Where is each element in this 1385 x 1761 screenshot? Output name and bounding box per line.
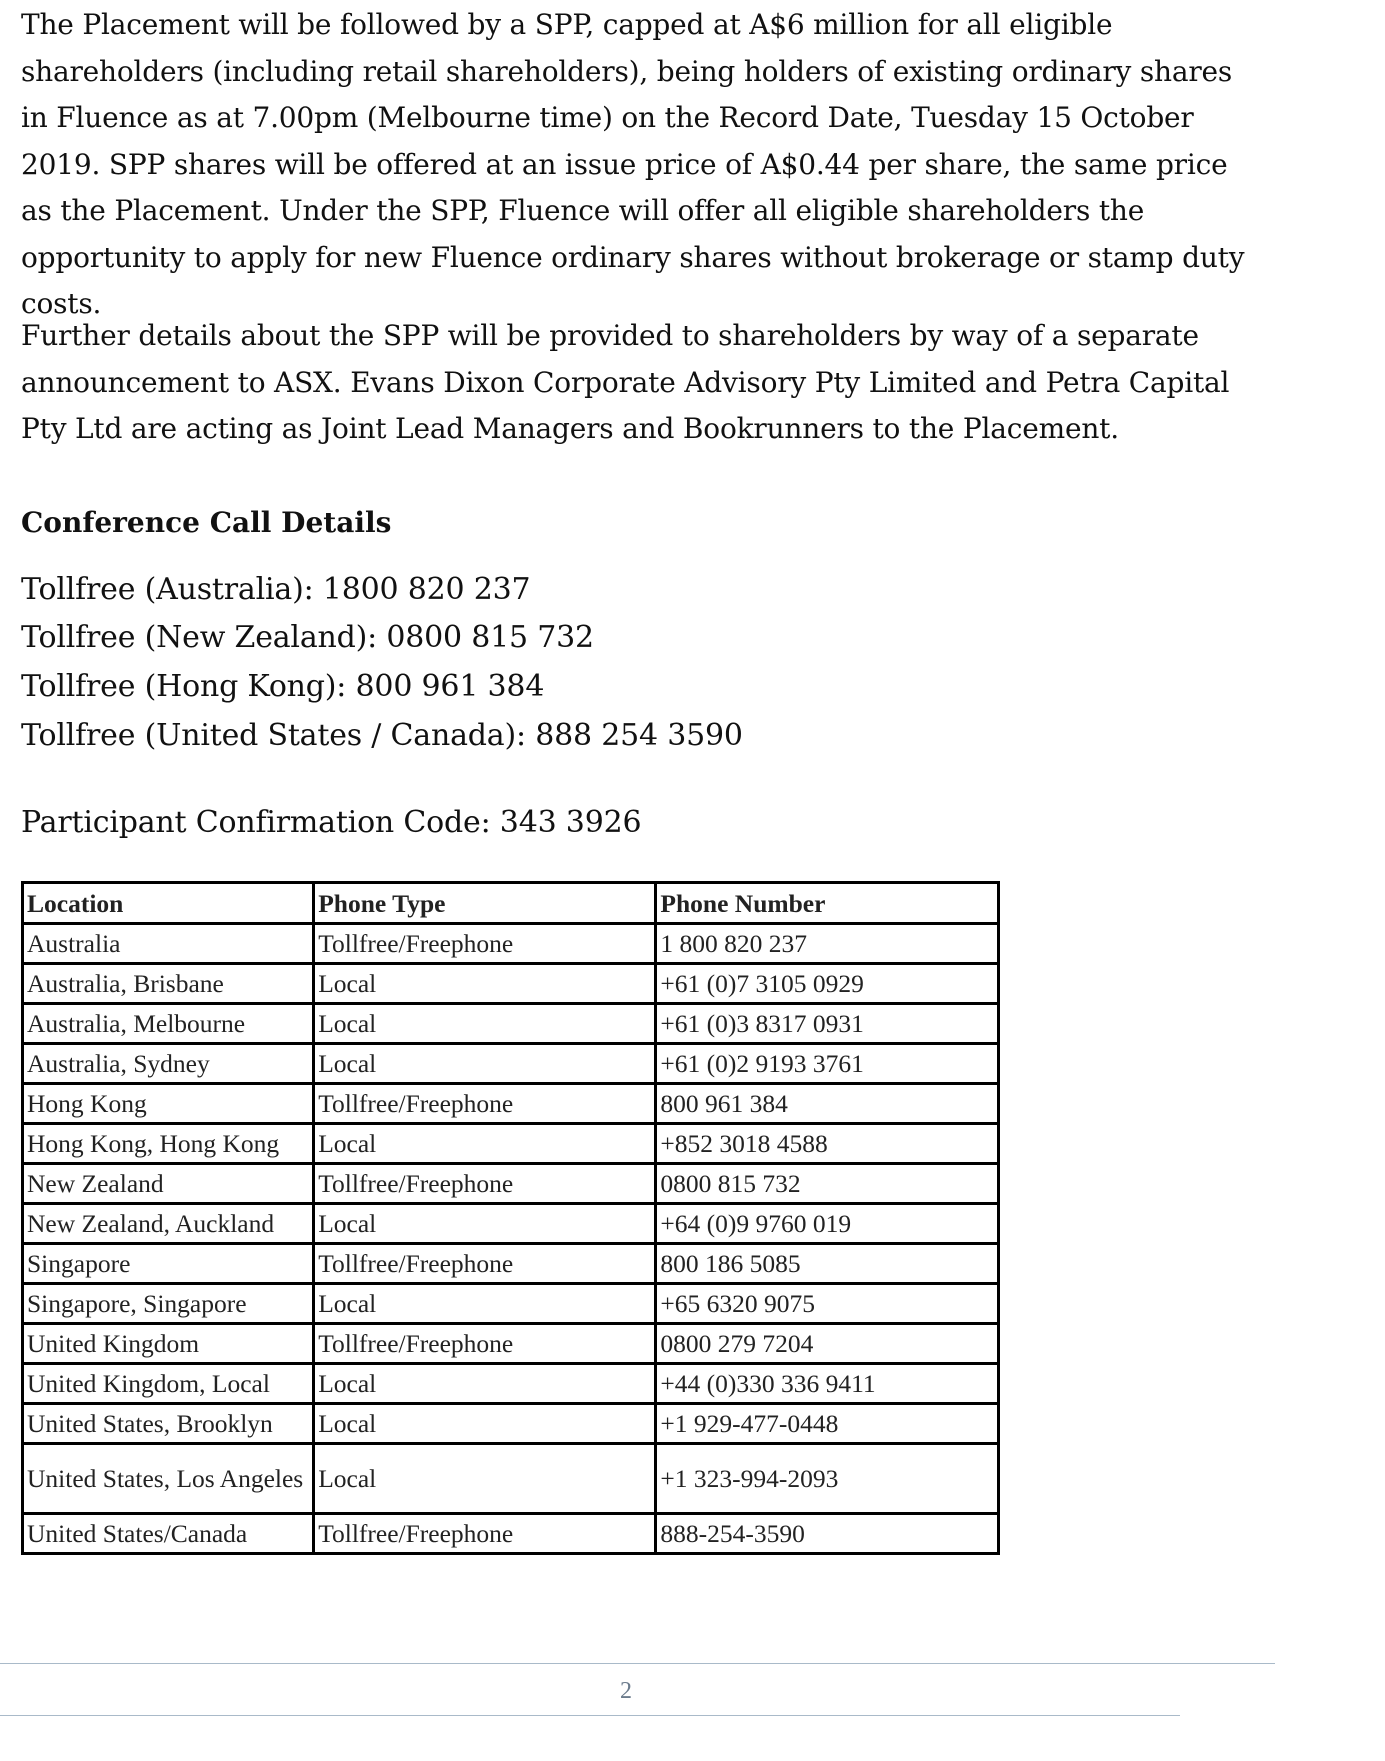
- phone-number-cell: 0800 815 732: [656, 1164, 999, 1204]
- phone-number-cell: +44 (0)330 336 9411: [656, 1364, 999, 1404]
- dial-in-line: Tollfree (United States / Canada): 888 254 3590: [21, 718, 743, 753]
- phone-number-cell: 800 961 384: [656, 1084, 999, 1124]
- dial-in-numbers-table: [21, 881, 1000, 1555]
- dial-in-line: Tollfree (Hong Kong): 800 961 384: [21, 669, 545, 704]
- table-row: [23, 1004, 999, 1044]
- participant-confirmation-code: Participant Confirmation Code: 343 3926: [21, 805, 642, 840]
- location-cell: Hong Kong, Hong Kong: [23, 1124, 314, 1164]
- phone-number-cell: 0800 279 7204: [656, 1324, 999, 1364]
- phone-type-cell: Tollfree/Freephone: [314, 924, 656, 964]
- location-cell: Hong Kong: [23, 1084, 314, 1124]
- table-header-row: [23, 883, 999, 924]
- column-header-location: Location: [23, 883, 314, 924]
- location-cell: Australia, Sydney: [23, 1044, 314, 1084]
- spp-details-paragraph: Further details about the SPP will be provided to shareholders by way of a separate announcement to ASX. Evans Dixon Corporate Advisory Pty Limited and Petra Capital Pty Ltd are acting as Joint Lead Managers and Bookrunners to the Placement.: [21, 319, 1230, 445]
- table-row: [23, 1444, 999, 1514]
- table-row: [23, 1514, 999, 1554]
- location-cell: United States, Los Angeles: [23, 1444, 314, 1514]
- phone-number-cell: 888-254-3590: [656, 1514, 999, 1554]
- phone-number-cell: +1 929-477-0448: [656, 1404, 999, 1444]
- phone-type-cell: Local: [314, 1404, 656, 1444]
- location-cell: New Zealand, Auckland: [23, 1204, 314, 1244]
- phone-type-cell: Tollfree/Freephone: [314, 1324, 656, 1364]
- location-cell: United Kingdom, Local: [23, 1364, 314, 1404]
- location-cell: Australia: [23, 924, 314, 964]
- footer-divider: [0, 1663, 1275, 1664]
- phone-type-cell: Tollfree/Freephone: [314, 1164, 656, 1204]
- table-row: [23, 1284, 999, 1324]
- phone-type-cell: Tollfree/Freephone: [314, 1084, 656, 1124]
- phone-type-cell: Local: [314, 1204, 656, 1244]
- phone-type-cell: Local: [314, 1364, 656, 1404]
- table-row: [23, 1084, 999, 1124]
- location-cell: United States/Canada: [23, 1514, 314, 1554]
- phone-type-cell: Local: [314, 1124, 656, 1164]
- phone-number-cell: +1 323-994-2093: [656, 1444, 999, 1514]
- table-row: [23, 924, 999, 964]
- phone-number-cell: +65 6320 9075: [656, 1284, 999, 1324]
- phone-type-cell: Local: [314, 1004, 656, 1044]
- footer-divider: [0, 1715, 1180, 1716]
- phone-type-cell: Local: [314, 1044, 656, 1084]
- dial-in-line: Tollfree (New Zealand): 0800 815 732: [21, 620, 594, 655]
- phone-type-cell: Local: [314, 964, 656, 1004]
- location-cell: United States, Brooklyn: [23, 1404, 314, 1444]
- location-cell: Australia, Brisbane: [23, 964, 314, 1004]
- phone-number-cell: 1 800 820 237: [656, 924, 999, 964]
- page-number: 2: [620, 1678, 632, 1704]
- phone-number-cell: 800 186 5085: [656, 1244, 999, 1284]
- table-row: [23, 1324, 999, 1364]
- location-cell: Australia, Melbourne: [23, 1004, 314, 1044]
- phone-number-cell: +61 (0)3 8317 0931: [656, 1004, 999, 1044]
- location-cell: Singapore, Singapore: [23, 1284, 314, 1324]
- phone-type-cell: Local: [314, 1444, 656, 1514]
- table-row: [23, 1124, 999, 1164]
- phone-number-cell: +64 (0)9 9760 019: [656, 1204, 999, 1244]
- table-row: [23, 1164, 999, 1204]
- placement-paragraph: The Placement will be followed by a SPP, capped at A$6 million for all eligible shareholders (including retail shareholders), being holders of existing ordinary shares in Fluence as at 7.00pm (Melbourne time) on the Record Date, Tuesday 15 October 2019. SPP shares will be offered at an issue price of A$0.44 per share, the same price as the Placement. Under the SPP, Fluence will offer all eligible shareholders the opportunity to apply for new Fluence ordinary shares without brokerage or stamp duty costs.: [21, 8, 1245, 320]
- phone-type-cell: Tollfree/Freephone: [314, 1514, 656, 1554]
- phone-number-cell: +61 (0)2 9193 3761: [656, 1044, 999, 1084]
- phone-type-cell: Local: [314, 1284, 656, 1324]
- phone-number-cell: +61 (0)7 3105 0929: [656, 964, 999, 1004]
- location-cell: United Kingdom: [23, 1324, 314, 1364]
- table-row: [23, 1364, 999, 1404]
- table-row: [23, 1204, 999, 1244]
- column-header-phone-number: Phone Number: [656, 883, 999, 924]
- table-row: [23, 1044, 999, 1084]
- table-row: [23, 964, 999, 1004]
- conference-call-heading: Conference Call Details: [21, 506, 392, 539]
- location-cell: New Zealand: [23, 1164, 314, 1204]
- phone-type-cell: Tollfree/Freephone: [314, 1244, 656, 1284]
- table-row: [23, 1244, 999, 1284]
- table-row: [23, 1404, 999, 1444]
- location-cell: Singapore: [23, 1244, 314, 1284]
- phone-number-cell: +852 3018 4588: [656, 1124, 999, 1164]
- column-header-phone-type: Phone Type: [314, 883, 656, 924]
- dial-in-line: Tollfree (Australia): 1800 820 237: [21, 572, 531, 607]
